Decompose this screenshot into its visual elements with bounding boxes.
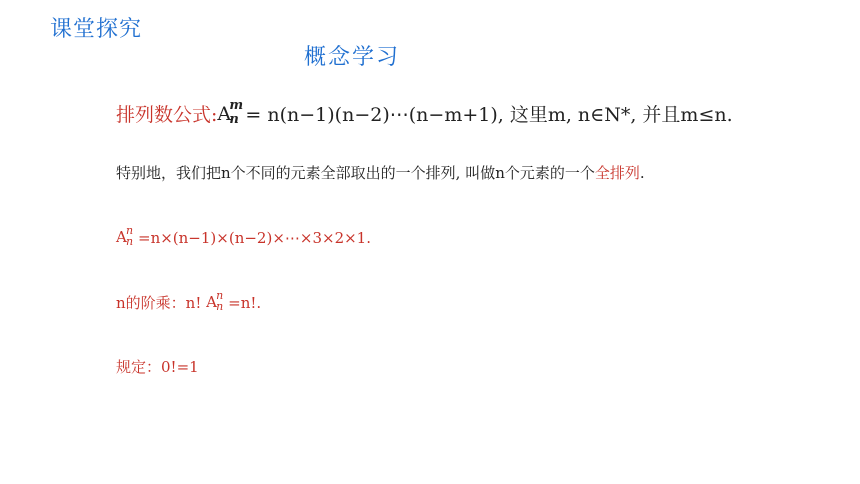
symbol-base: A	[206, 293, 217, 311]
special-case-sentence: 特别地，我们把n个不同的元素全部取出的一个排列, 叫做n个元素的一个	[116, 164, 595, 182]
factorial-symbol	[206, 289, 228, 313]
factorial-line	[116, 289, 262, 313]
factorial-text: n的阶乘：n!	[116, 294, 207, 312]
full-permutation-body: =n×(n−1)×(n−2)×⋯×3×2×1.	[138, 229, 371, 247]
full-permutation-symbol	[116, 224, 138, 248]
special-case-period: .	[639, 164, 645, 182]
formula-body: = n(n−1)(n−2)⋯(n−m+1), 这里m, n∈N*, 并且m≤n.	[245, 104, 733, 126]
symbol-subscript: n	[229, 112, 239, 127]
full-permutation-term: 全排列	[594, 164, 640, 182]
full-permutation-formula	[116, 224, 371, 248]
rule-line: 规定：0!=1	[116, 358, 199, 376]
symbol-superscript: n	[216, 289, 224, 302]
permutation-symbol	[217, 98, 244, 127]
section-title: 课堂探究	[50, 17, 143, 42]
page-title: 概念学习	[304, 45, 401, 70]
factorial-body: =n!.	[228, 294, 262, 312]
symbol-subscript: n	[216, 300, 224, 313]
symbol-base: A	[217, 103, 232, 125]
permutation-formula	[116, 100, 733, 127]
formula-label: 排列数公式:	[116, 104, 218, 126]
symbol-superscript: m	[229, 98, 244, 113]
symbol-base: A	[116, 228, 127, 246]
symbol-subscript: n	[126, 235, 134, 248]
symbol-superscript: n	[126, 224, 134, 237]
special-case-text	[116, 162, 645, 183]
